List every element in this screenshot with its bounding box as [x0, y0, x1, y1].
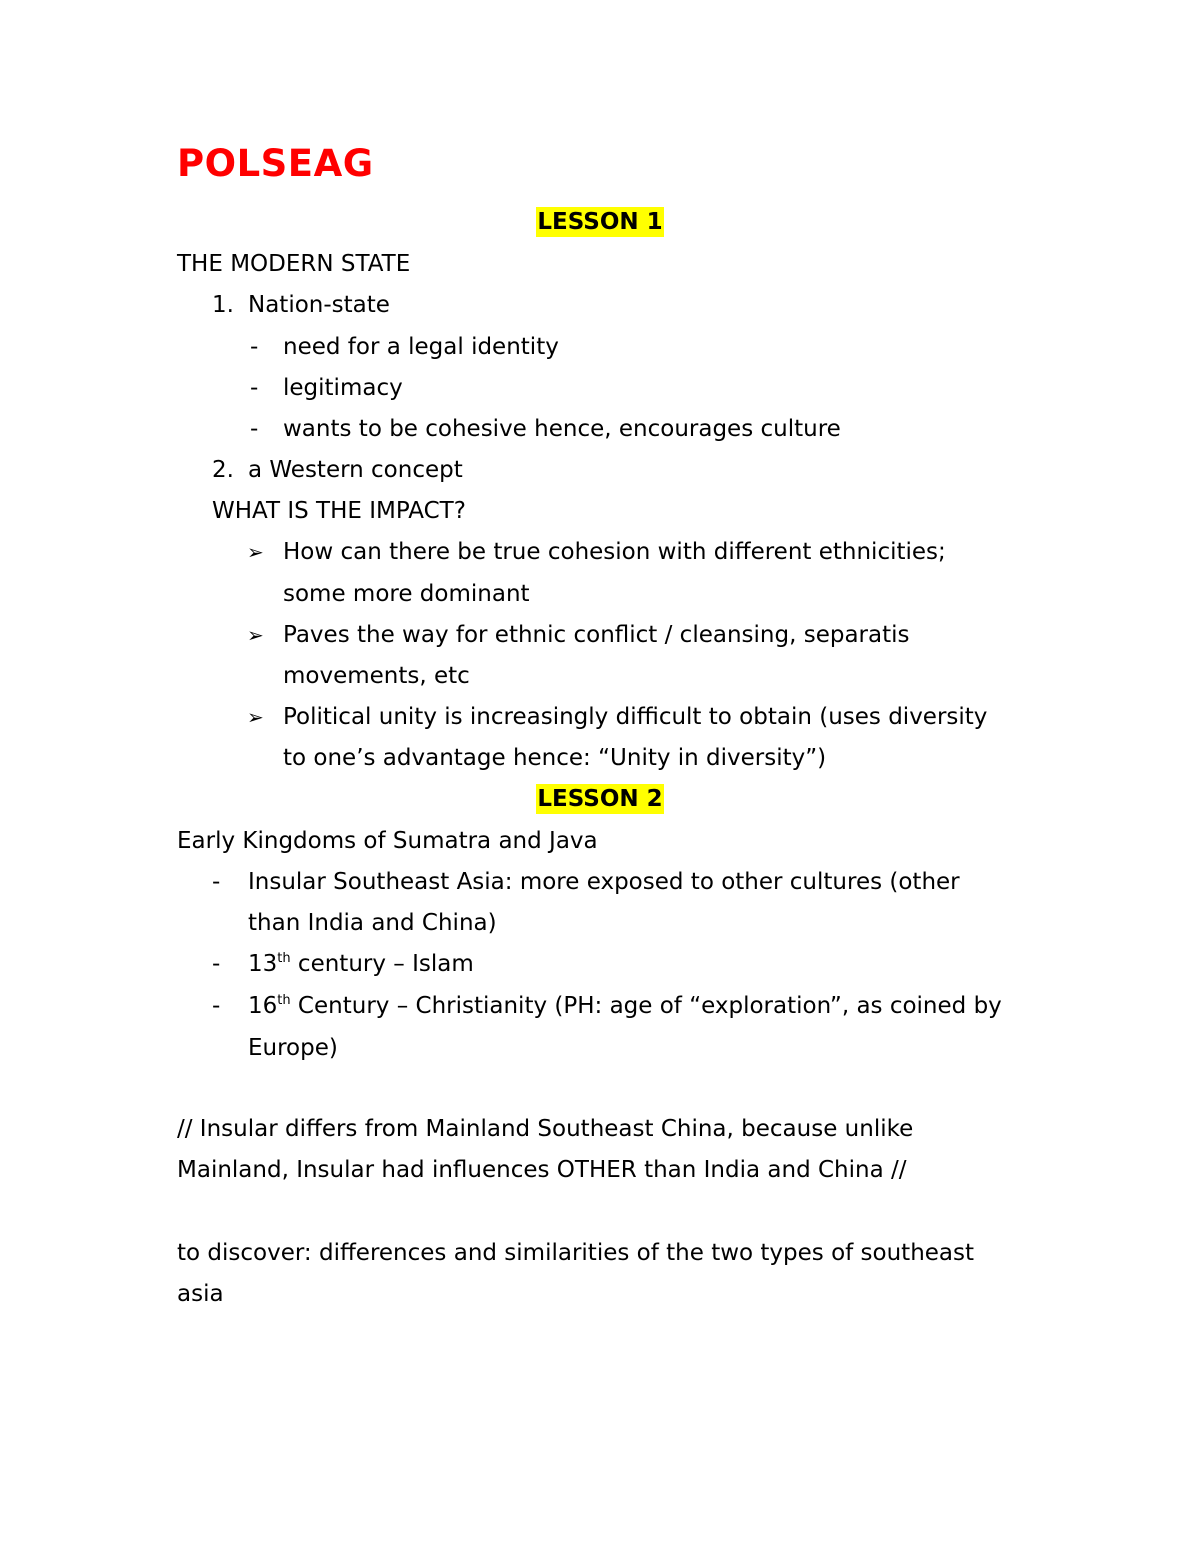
- bullet-insular-line-1: Insular Southeast Asia: more exposed to other cultures (other: [248, 869, 960, 895]
- section-title-modern-state: THE MODERN STATE: [177, 251, 411, 277]
- impact-point-1-line-1: How can there be true cohesion with different ethnicities;: [283, 539, 946, 565]
- list-item-western-concept: a Western concept: [248, 457, 463, 483]
- lesson-2-heading: LESSON 2: [537, 786, 663, 812]
- century-text: century – Islam: [290, 951, 474, 977]
- impact-point-3-line-1: Political unity is increasingly difficult to obtain (uses diversity: [283, 704, 988, 730]
- arrow-bullet-icon: ➢: [247, 705, 264, 729]
- dash-marker: -: [212, 869, 221, 895]
- list-number-1: 1.: [212, 292, 234, 318]
- impact-point-1-line-2: some more dominant: [283, 581, 530, 607]
- century-text: Century – Christianity (PH: age of “exploration”, as coined by: [290, 993, 1002, 1019]
- arrow-bullet-icon: ➢: [247, 540, 264, 564]
- bullet-christianity-line-1: [248, 991, 1002, 1021]
- to-discover-line-2: asia: [177, 1281, 224, 1307]
- ordinal-suffix: th: [277, 951, 291, 966]
- bullet-cohesive: wants to be cohesive hence, encourages culture: [283, 416, 841, 442]
- century-number: 13: [248, 951, 278, 977]
- dash-marker: -: [212, 993, 221, 1019]
- list-number-2: 2.: [212, 457, 234, 483]
- bullet-legitimacy: legitimacy: [283, 375, 403, 401]
- impact-point-2-line-1: Paves the way for ethnic conflict / cleansing, separatis: [283, 622, 910, 648]
- bullet-legal-identity: need for a legal identity: [283, 334, 559, 360]
- bullet-christianity-line-2: Europe): [248, 1035, 338, 1061]
- note-line-2: Mainland, Insular had influences OTHER than India and China //: [177, 1157, 907, 1183]
- lesson-1-heading: LESSON 1: [537, 209, 663, 235]
- document-title: POLSEAG: [177, 142, 374, 185]
- dash-marker: -: [250, 375, 259, 401]
- impact-point-3-line-2: to one’s advantage hence: “Unity in diversity”): [283, 745, 827, 771]
- section-title-early-kingdoms: Early Kingdoms of Sumatra and Java: [177, 828, 598, 854]
- bullet-islam: [248, 949, 474, 979]
- dash-marker: -: [212, 951, 221, 977]
- impact-point-2-line-2: movements, etc: [283, 663, 470, 689]
- list-item-nation-state: Nation-state: [248, 292, 390, 318]
- impact-heading: WHAT IS THE IMPACT?: [212, 498, 466, 524]
- to-discover-line-1: to discover: differences and similarities of the two types of southeast: [177, 1240, 975, 1266]
- note-line-1: // Insular differs from Mainland Southeast China, because unlike: [177, 1116, 914, 1142]
- arrow-bullet-icon: ➢: [247, 623, 264, 647]
- bullet-insular-line-2: than India and China): [248, 910, 497, 936]
- century-number: 16: [248, 993, 278, 1019]
- lesson-2-heading-row: [0, 784, 1200, 814]
- ordinal-suffix: th: [277, 993, 291, 1008]
- dash-marker: -: [250, 334, 259, 360]
- lesson-1-heading-row: [0, 207, 1200, 237]
- dash-marker: -: [250, 416, 259, 442]
